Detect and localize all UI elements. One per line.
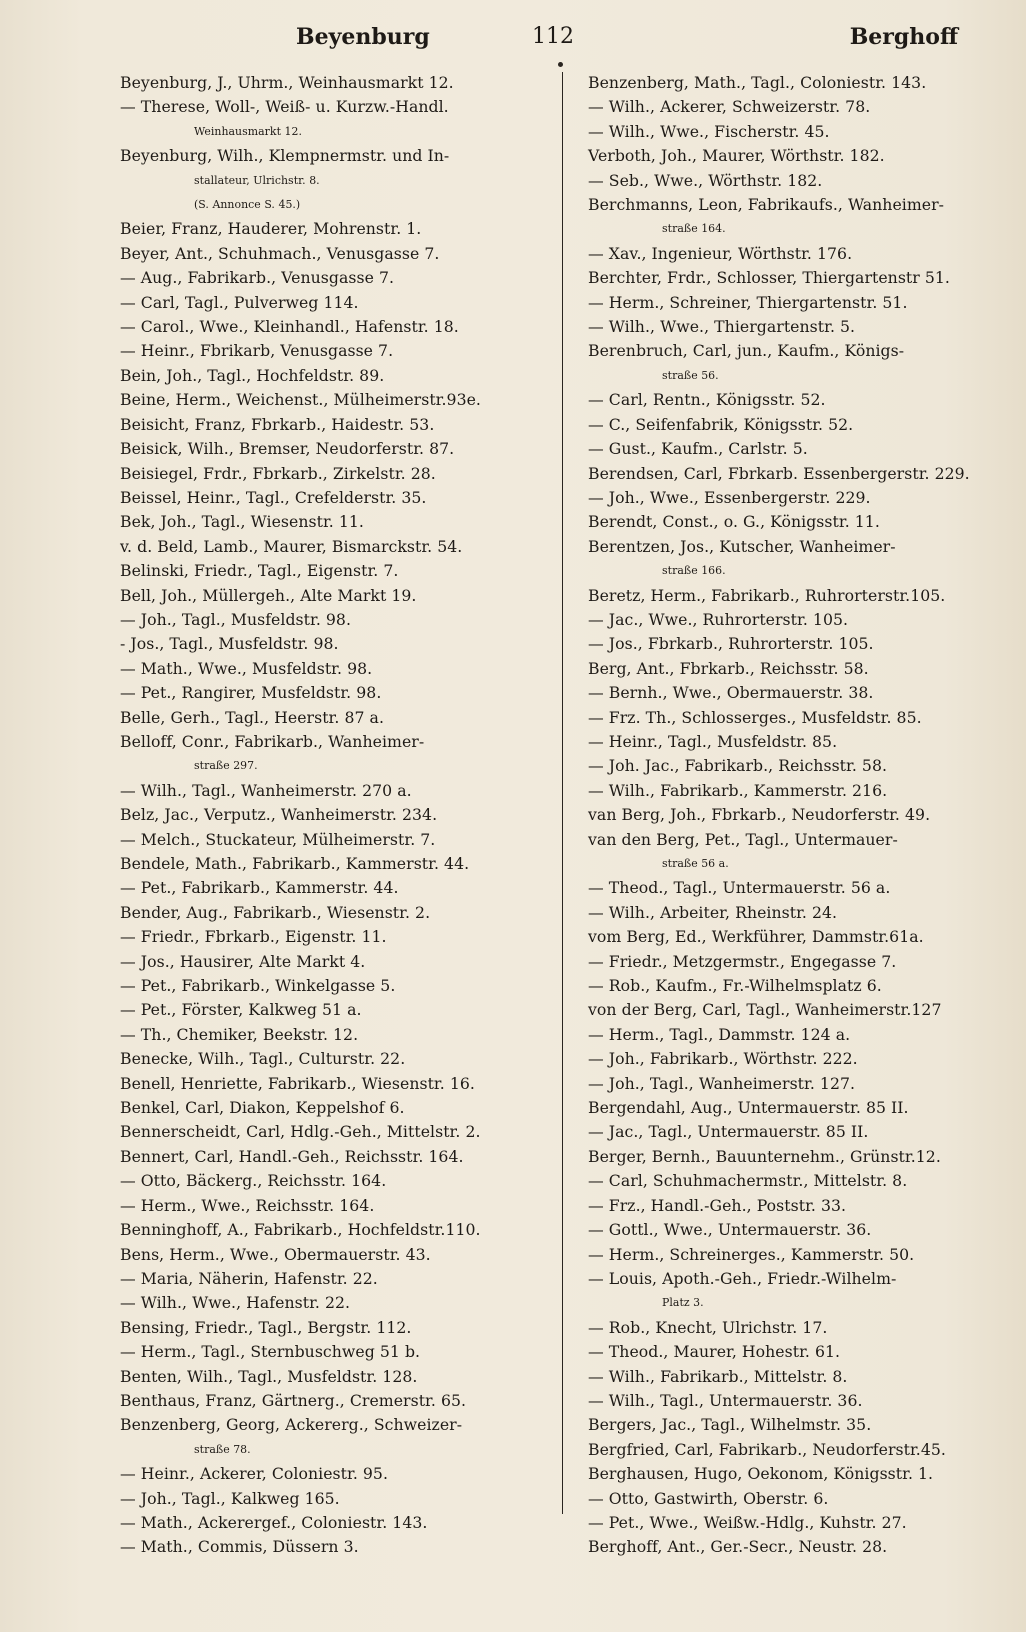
directory-entry: — Herm., Tagl., Sternbuschweg 51 b. — [120, 1342, 421, 1362]
directory-entry: Benkel, Carl, Diakon, Keppelshof 6. — [120, 1098, 405, 1118]
directory-entry: straße 166. — [662, 564, 726, 578]
directory-entry: — Joh. Jac., Fabrikarb., Reichsstr. 58. — [588, 756, 888, 776]
directory-entry: Benthaus, Franz, Gärtnerg., Cremerstr. 65. — [120, 1390, 467, 1410]
directory-entry: v. d. Beld, Lamb., Maurer, Bismarckstr. 54. — [120, 536, 463, 556]
directory-entry: — Pet., Fabrikarb., Winkelgasse 5. — [120, 976, 396, 996]
directory-entry: Benten, Wilh., Tagl., Musfeldstr. 128. — [120, 1366, 418, 1386]
directory-entry: Berghoff, Ant., Ger.-Secr., Neustr. 28. — [588, 1537, 888, 1557]
directory-entry: Beyenburg, J., Uhrm., Weinhausmarkt 12. — [120, 73, 454, 92]
directory-entry: Bein, Joh., Tagl., Hochfeldstr. 89. — [120, 365, 385, 385]
page-number: 112 — [532, 24, 574, 49]
right-column — [588, 71, 1018, 1560]
directory-entry: Bell, Joh., Müllergeh., Alte Markt 19. — [120, 585, 417, 605]
directory-entry: — Math., Ackerergef., Coloniestr. 143. — [120, 1512, 428, 1532]
directory-entry: Beretz, Herm., Fabrikarb., Ruhrorterstr.105. — [588, 585, 946, 605]
directory-entry: Belz, Jac., Verputz., Wanheimerstr. 234. — [120, 805, 438, 825]
directory-entry: — Herm., Schreinerges., Kammerstr. 50. — [588, 1244, 915, 1264]
directory-entry: Beier, Franz, Hauderer, Mohrenstr. 1. — [120, 219, 422, 239]
directory-entry: Beisick, Wilh., Bremser, Neudorferstr. 87. — [120, 439, 455, 459]
directory-entry: — Wilh., Fabrikarb., Kammerstr. 216. — [588, 780, 888, 800]
directory-entry: Benninghoff, A., Fabrikarb., Hochfeldstr.110. — [120, 1220, 481, 1240]
directory-entry: — Therese, Woll-, Weiß- u. Kurzw.-Handl. — [120, 97, 449, 117]
directory-entry: Bennerscheidt, Carl, Hdlg.-Geh., Mittelstr. 2. — [120, 1122, 481, 1142]
directory-entry: — Jos., Fbrkarb., Ruhrorterstr. 105. — [588, 634, 874, 654]
directory-entry: straße 164. — [662, 222, 726, 236]
directory-entry: Weinhausmarkt 12. — [194, 124, 302, 138]
directory-entry: Bens, Herm., Wwe., Obermauerstr. 43. — [120, 1244, 431, 1264]
directory-entry: — Jac., Wwe., Ruhrorterstr. 105. — [588, 609, 849, 629]
header-last-entry: Berghoff — [849, 24, 958, 50]
directory-entry: Bensing, Friedr., Tagl., Bergstr. 112. — [120, 1317, 412, 1337]
directory-entry: — Rob., Kaufm., Fr.-Wilhelmsplatz 6. — [588, 976, 882, 996]
directory-entry: — Carl, Schuhmachermstr., Mittelstr. 8. — [588, 1171, 908, 1191]
directory-entry: vom Berg, Ed., Werkführer, Dammstr.61a. — [588, 927, 924, 947]
directory-entry: — Carl, Tagl., Pulverweg 114. — [120, 292, 359, 312]
directory-entry: Platz 3. — [662, 1296, 704, 1310]
column-rule-dot — [558, 62, 563, 67]
directory-entry: — Theod., Tagl., Untermauerstr. 56 a. — [588, 878, 891, 898]
directory-entry: Berg, Ant., Fbrkarb., Reichsstr. 58. — [588, 658, 869, 678]
directory-entry: — Joh., Tagl., Kalkweg 165. — [120, 1488, 340, 1508]
running-header — [120, 24, 976, 64]
directory-entry: - Jos., Tagl., Musfeldstr. 98. — [120, 634, 339, 654]
directory-entry: — Herm., Wwe., Reichsstr. 164. — [120, 1195, 375, 1215]
directory-entry: Beissel, Heinr., Tagl., Crefelderstr. 35. — [120, 487, 427, 507]
directory-entry: Belle, Gerh., Tagl., Heerstr. 87 a. — [120, 707, 384, 727]
directory-entry: — Friedr., Fbrkarb., Eigenstr. 11. — [120, 927, 387, 947]
directory-entry: Belinski, Friedr., Tagl., Eigenstr. 7. — [120, 561, 399, 581]
directory-entry: (S. Annonce S. 45.) — [194, 198, 301, 212]
directory-entry: — Wilh., Tagl., Untermauerstr. 36. — [588, 1390, 863, 1410]
directory-entry: — Wilh., Wwe., Thiergartenstr. 5. — [588, 317, 856, 337]
directory-entry: — Carl, Rentn., Königsstr. 52. — [588, 390, 826, 410]
directory-entry: — Wilh., Tagl., Wanheimerstr. 270 a. — [120, 780, 412, 800]
directory-entry: — Bernh., Wwe., Obermauerstr. 38. — [588, 683, 874, 703]
directory-entry: Benell, Henriette, Fabrikarb., Wiesenstr. 16. — [120, 1073, 475, 1093]
directory-entry: Beisicht, Franz, Fbrkarb., Haidestr. 53. — [120, 414, 435, 434]
directory-entry: — Joh., Tagl., Musfeldstr. 98. — [120, 609, 352, 629]
directory-entry: — Joh., Fabrikarb., Wörthstr. 222. — [588, 1049, 858, 1069]
directory-entry: — Jac., Tagl., Untermauerstr. 85 II. — [588, 1122, 869, 1142]
directory-entry: — Otto, Gastwirth, Oberstr. 6. — [588, 1488, 829, 1508]
directory-entry: — Heinr., Tagl., Musfeldstr. 85. — [588, 731, 838, 751]
directory-entry: Berchter, Frdr., Schlosser, Thiergartenstr 51. — [588, 268, 950, 288]
directory-entry: Bek, Joh., Tagl., Wiesenstr. 11. — [120, 512, 364, 532]
directory-entry: — Wilh., Wwe., Fischerstr. 45. — [588, 121, 830, 141]
directory-entry: Benzenberg, Math., Tagl., Coloniestr. 143. — [588, 73, 927, 92]
directory-entry: — Friedr., Metzgermstr., Engegasse 7. — [588, 951, 897, 971]
directory-entry: — Aug., Fabrikarb., Venusgasse 7. — [120, 268, 395, 288]
directory-entry: stallateur, Ulrichstr. 8. — [194, 173, 320, 187]
directory-entry: — Joh., Wwe., Essenbergerstr. 229. — [588, 487, 871, 507]
directory-entry: van Berg, Joh., Fbrkarb., Neudorferstr. 49. — [588, 805, 931, 825]
directory-entry: — Theod., Maurer, Hohestr. 61. — [588, 1342, 841, 1362]
directory-entry: Bergfried, Carl, Fabrikarb., Neudorferstr.45. — [588, 1439, 946, 1459]
directory-entry: — Louis, Apoth.-Geh., Friedr.-Wilhelm- — [588, 1268, 897, 1288]
directory-entry: Bergers, Jac., Tagl., Wilhelmstr. 35. — [588, 1415, 872, 1435]
directory-entry: — Wilh., Ackerer, Schweizerstr. 78. — [588, 97, 871, 117]
directory-entry: — Otto, Bäckerg., Reichsstr. 164. — [120, 1171, 387, 1191]
directory-entry: — Pet., Rangirer, Musfeldstr. 98. — [120, 683, 382, 703]
directory-entry: — Rob., Knecht, Ulrichstr. 17. — [588, 1317, 828, 1337]
directory-entry: Verboth, Joh., Maurer, Wörthstr. 182. — [588, 146, 885, 166]
left-column — [120, 71, 560, 1560]
directory-entry: Beisiegel, Frdr., Fbrkarb., Zirkelstr. 28. — [120, 463, 436, 483]
directory-entry: van den Berg, Pet., Tagl., Untermauer- — [588, 829, 898, 849]
directory-entry: — Wilh., Fabrikarb., Mittelstr. 8. — [588, 1366, 848, 1386]
directory-entry: — Pet., Fabrikarb., Kammerstr. 44. — [120, 878, 399, 898]
directory-entry: Berendsen, Carl, Fbrkarb. Essenbergerstr. 229. — [588, 463, 970, 483]
directory-entry: — Frz., Handl.-Geh., Poststr. 33. — [588, 1195, 847, 1215]
directory-entry: — Heinr., Ackerer, Coloniestr. 95. — [120, 1464, 388, 1484]
column-divider — [562, 72, 563, 1514]
directory-entry: Berendt, Const., o. G., Königsstr. 11. — [588, 512, 880, 532]
directory-entry: — Seb., Wwe., Wörthstr. 182. — [588, 170, 823, 190]
directory-entry: Benecke, Wilh., Tagl., Culturstr. 22. — [120, 1049, 406, 1069]
directory-entry: Berghausen, Hugo, Oekonom, Königsstr. 1. — [588, 1464, 934, 1484]
directory-entry: Bendele, Math., Fabrikarb., Kammerstr. 44. — [120, 854, 470, 873]
directory-entry: — Frz. Th., Schlosserges., Musfeldstr. 85. — [588, 707, 922, 727]
directory-entry: Bennert, Carl, Handl.-Geh., Reichsstr. 164. — [120, 1146, 464, 1166]
directory-entry: Beyenburg, Wilh., Klempnermstr. und In- — [120, 146, 450, 166]
directory-entry: — Th., Chemiker, Beekstr. 12. — [120, 1024, 359, 1044]
directory-entry: straße 56 a. — [662, 857, 729, 870]
directory-entry: — Wilh., Arbeiter, Rheinstr. 24. — [588, 902, 838, 922]
directory-entry: straße 56. — [662, 368, 719, 382]
directory-entry: Berentzen, Jos., Kutscher, Wanheimer- — [588, 536, 896, 556]
directory-entry: — C., Seifenfabrik, Königsstr. 52. — [588, 414, 854, 434]
directory-entry: Berger, Bernh., Bauunternehm., Grünstr.12. — [588, 1146, 941, 1166]
directory-entry: Bergendahl, Aug., Untermauerstr. 85 II. — [588, 1098, 909, 1118]
directory-entry: — Wilh., Wwe., Hafenstr. 22. — [120, 1293, 351, 1313]
directory-entry: straße 78. — [194, 1442, 251, 1456]
directory-entry: — Xav., Ingenieur, Wörthstr. 176. — [588, 243, 853, 263]
directory-entry: straße 297. — [194, 759, 258, 773]
directory-entry: Berenbruch, Carl, jun., Kaufm., Königs- — [588, 341, 905, 361]
directory-entry: Berchmanns, Leon, Fabrikaufs., Wanheimer- — [588, 195, 945, 215]
directory-entry: — Melch., Stuckateur, Mülheimerstr. 7. — [120, 829, 436, 849]
directory-entry: — Carol., Wwe., Kleinhandl., Hafenstr. 18. — [120, 317, 459, 337]
directory-entry: von der Berg, Carl, Tagl., Wanheimerstr.127 — [588, 1000, 942, 1020]
directory-entry: — Herm., Tagl., Dammstr. 124 a. — [588, 1024, 851, 1044]
directory-entry: — Heinr., Fbrikarb, Venusgasse 7. — [120, 341, 394, 361]
directory-entry: Bender, Aug., Fabrikarb., Wiesenstr. 2. — [120, 902, 431, 922]
directory-entry: — Math., Wwe., Musfeldstr. 98. — [120, 658, 373, 678]
directory-entry: — Jos., Hausirer, Alte Markt 4. — [120, 951, 366, 971]
directory-entry: Benzenberg, Georg, Ackererg., Schweizer- — [120, 1415, 463, 1435]
directory-entry: — Gottl., Wwe., Untermauerstr. 36. — [588, 1220, 872, 1240]
directory-entry: Belloff, Conr., Fabrikarb., Wanheimer- — [120, 731, 425, 751]
directory-entry: — Joh., Tagl., Wanheimerstr. 127. — [588, 1073, 856, 1093]
directory-entry: Beyer, Ant., Schuhmach., Venusgasse 7. — [120, 243, 440, 263]
directory-entry: — Pet., Wwe., Weißw.-Hdlg., Kuhstr. 27. — [588, 1512, 907, 1532]
directory-entry: — Maria, Näherin, Hafenstr. 22. — [120, 1268, 378, 1288]
header-first-entry: Beyenburg — [296, 24, 430, 50]
directory-entry: — Pet., Förster, Kalkweg 51 a. — [120, 1000, 362, 1020]
directory-entry: — Math., Commis, Düssern 3. — [120, 1537, 359, 1557]
directory-entry: — Herm., Schreiner, Thiergartenstr. 51. — [588, 292, 908, 312]
directory-entry: — Gust., Kaufm., Carlstr. 5. — [588, 439, 808, 459]
directory-entry: Beine, Herm., Weichenst., Mülheimerstr.93e. — [120, 390, 481, 410]
